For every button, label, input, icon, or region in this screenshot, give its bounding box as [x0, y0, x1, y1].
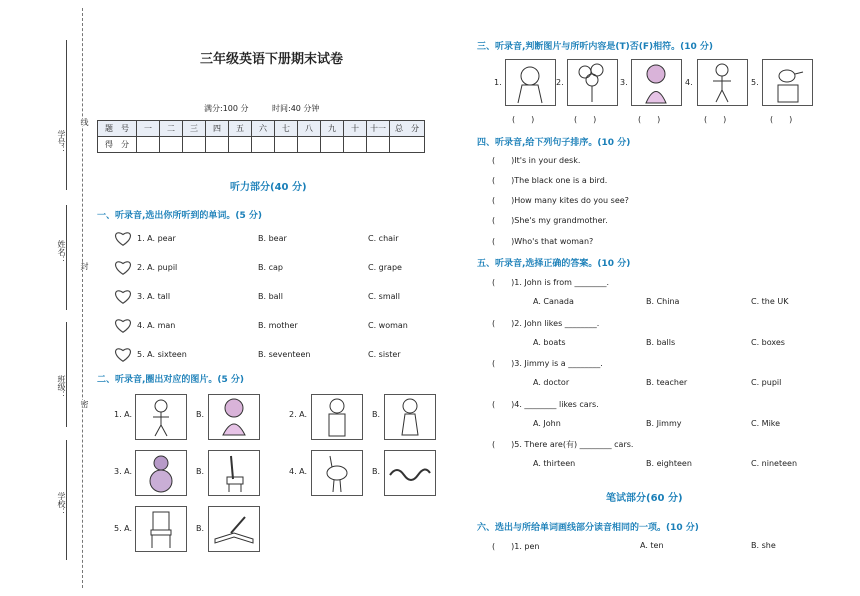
- person-picture[interactable]: [135, 394, 187, 440]
- score-table: [97, 120, 425, 153]
- score-cell[interactable]: [298, 137, 321, 153]
- score-header-cell: 三: [183, 121, 206, 137]
- binding-strip: [0, 0, 92, 596]
- option-b[interactable]: B. mother: [258, 321, 298, 330]
- score-cell[interactable]: [160, 137, 183, 153]
- man-picture[interactable]: [311, 394, 363, 440]
- boy-icon: [698, 60, 747, 105]
- girl-icon: [632, 60, 681, 105]
- option-a[interactable]: A. ten: [640, 541, 664, 550]
- score-header-cell: 一: [137, 121, 160, 137]
- question-number: 3. A.: [114, 467, 133, 476]
- list-item: [113, 258, 433, 276]
- score-header-cell: 九: [321, 121, 344, 137]
- woman-picture[interactable]: [384, 394, 436, 440]
- score-cell[interactable]: [390, 137, 425, 153]
- option-a[interactable]: 5. A. sixteen: [137, 350, 187, 359]
- option-b-label: B.: [372, 410, 381, 419]
- boy-picture[interactable]: [697, 59, 748, 106]
- score-cell[interactable]: [367, 137, 390, 153]
- score-table-score-row: [98, 137, 425, 153]
- score-row-label: 得 分: [98, 137, 137, 153]
- option-c[interactable]: C. small: [368, 292, 400, 301]
- answer-paren[interactable]: ( ): [492, 359, 515, 368]
- score-header-cell: 十一: [367, 121, 390, 137]
- book-picture[interactable]: [208, 506, 260, 552]
- section1-title: 一、听录音,选出你所听到的单词。(5 分): [97, 211, 263, 221]
- list-item: [113, 229, 433, 247]
- question: [492, 399, 599, 410]
- score-cell[interactable]: [321, 137, 344, 153]
- score-cell[interactable]: [206, 137, 229, 153]
- question-text: 1. pen: [514, 542, 540, 551]
- score-header-cell: 十: [344, 121, 367, 137]
- list-item: [113, 287, 433, 305]
- option-c[interactable]: C. grape: [368, 263, 402, 272]
- option-c[interactable]: C. pupil: [751, 378, 782, 387]
- list-item: [492, 155, 580, 166]
- sentence: How many kites do you see?: [514, 196, 629, 205]
- answer-paren[interactable]: ( ): [704, 115, 727, 124]
- option-a[interactable]: 2. A. pupil: [137, 263, 178, 272]
- answer-paren[interactable]: ( ): [492, 237, 515, 246]
- answer-paren[interactable]: ( ): [770, 115, 793, 124]
- question: [492, 439, 633, 450]
- school-label: 学校：: [57, 492, 66, 516]
- man-icon: [506, 60, 555, 105]
- option-c[interactable]: C. the UK: [751, 297, 789, 306]
- question-text: 4. ________ likes cars.: [514, 400, 599, 409]
- question: [492, 358, 603, 369]
- answer-paren[interactable]: ( ): [492, 196, 515, 205]
- question-number: 1.: [494, 78, 502, 87]
- list-item: [492, 236, 593, 247]
- girl-icon: [209, 395, 259, 439]
- page-title: 三年级英语下册期末试卷: [200, 52, 344, 67]
- option-b[interactable]: B. seventeen: [258, 350, 311, 359]
- option-c[interactable]: C. sister: [368, 350, 401, 359]
- balloons-icon: [568, 60, 617, 105]
- heart-icon[interactable]: [113, 231, 133, 247]
- girl-picture[interactable]: [208, 394, 260, 440]
- score-table-header-row: [98, 121, 425, 137]
- answer-paren[interactable]: ( ): [492, 440, 515, 449]
- heart-icon[interactable]: [113, 347, 133, 363]
- girl-picture[interactable]: [631, 59, 682, 106]
- section4-title: 四、听录音,给下列句子排序。(10 分): [477, 138, 631, 148]
- answer-paren[interactable]: ( ): [512, 115, 535, 124]
- option-b-label: B.: [196, 524, 205, 533]
- option-a[interactable]: A. doctor: [533, 378, 570, 387]
- bear-icon: [136, 451, 186, 495]
- snake-icon: [385, 451, 435, 495]
- option-b[interactable]: B. bear: [258, 234, 287, 243]
- score-cell[interactable]: [275, 137, 298, 153]
- option-b[interactable]: B. Jimmy: [646, 419, 682, 428]
- chair-icon: [136, 507, 186, 551]
- option-b[interactable]: B. teacher: [646, 378, 688, 387]
- answer-paren[interactable]: ( ): [492, 278, 515, 287]
- student-id-label: 学号：: [57, 130, 66, 154]
- answer-paren[interactable]: ( ): [492, 542, 515, 551]
- man-with-hat-picture[interactable]: [505, 59, 556, 106]
- option-b[interactable]: B. eighteen: [646, 459, 692, 468]
- question: [492, 277, 609, 288]
- student-id-line: [66, 40, 67, 190]
- answer-paren[interactable]: ( ): [574, 115, 597, 124]
- giraffe-icon: [209, 451, 259, 495]
- sentence: The black one is a bird.: [514, 176, 608, 185]
- score-header-cell: 七: [275, 121, 298, 137]
- snake-picture[interactable]: [384, 450, 436, 496]
- heart-icon[interactable]: [113, 318, 133, 334]
- score-header-cell: 六: [252, 121, 275, 137]
- answer-paren[interactable]: ( ): [492, 400, 515, 409]
- score-header-cell: 八: [298, 121, 321, 137]
- balloons-picture[interactable]: [567, 59, 618, 106]
- option-b[interactable]: B. cap: [258, 263, 283, 272]
- section2-title: 二、听录音,圈出对应的图片。(5 分): [97, 375, 245, 385]
- book-icon: [209, 507, 259, 551]
- answer-paren[interactable]: ( ): [492, 176, 515, 185]
- option-b[interactable]: B. she: [751, 541, 776, 550]
- option-b-label: B.: [372, 467, 381, 476]
- question-text: 5. There are(有) ________ cars.: [514, 440, 634, 449]
- bear-picture[interactable]: [135, 450, 187, 496]
- sentence: It's in your desk.: [514, 156, 581, 165]
- name-label: 姓名：: [57, 240, 66, 264]
- boy-icon: [136, 395, 186, 439]
- answer-paren[interactable]: ( ): [638, 115, 661, 124]
- question-number: 1. A.: [114, 410, 133, 419]
- option-a[interactable]: A. boats: [533, 338, 566, 347]
- question-number: 2. A.: [289, 410, 308, 419]
- option-c[interactable]: C. nineteen: [751, 459, 798, 468]
- score-cell[interactable]: [252, 137, 275, 153]
- option-a[interactable]: 1. A. pear: [137, 234, 176, 243]
- heart-icon[interactable]: [113, 289, 133, 305]
- option-a[interactable]: A. John: [533, 419, 561, 428]
- score-cell[interactable]: [344, 137, 367, 153]
- heart-icon[interactable]: [113, 260, 133, 276]
- writing-heading: 笔试部分(60 分): [606, 493, 683, 504]
- woman-icon: [385, 395, 435, 439]
- question: [492, 541, 540, 552]
- list-item: [492, 195, 629, 206]
- question-number: 5.: [751, 78, 759, 87]
- list-item: [492, 175, 607, 186]
- section5-title: 五、听录音,选择正确的答案。(10 分): [477, 259, 631, 269]
- question-number: 4. A.: [289, 467, 308, 476]
- option-a[interactable]: A. thirteen: [533, 459, 576, 468]
- sentence: She's my grandmother.: [514, 216, 608, 225]
- section3-title: 三、听录音,判断图片与所听内容是(T)否(F)相符。(10 分): [477, 42, 714, 52]
- ostrich-picture[interactable]: [311, 450, 363, 496]
- score-header-cell: 四: [206, 121, 229, 137]
- list-item: [492, 215, 608, 226]
- option-b[interactable]: B. balls: [646, 338, 676, 347]
- option-b-label: B.: [196, 410, 205, 419]
- question-number: 5. A.: [114, 524, 133, 533]
- option-c[interactable]: C. woman: [368, 321, 408, 330]
- mark-line: 线: [80, 118, 89, 126]
- listening-heading: 听力部分(40 分): [230, 182, 307, 193]
- section6-title: 六、选出与所给单词画线部分读音相同的一项。(10 分): [477, 523, 699, 533]
- score-cell[interactable]: [183, 137, 206, 153]
- class-label: 班级：: [57, 375, 66, 399]
- answer-paren[interactable]: ( ): [492, 319, 515, 328]
- question-text: 3. Jimmy is a ________.: [514, 359, 603, 368]
- chair-picture[interactable]: [135, 506, 187, 552]
- option-c[interactable]: C. chair: [368, 234, 399, 243]
- bird-box-picture[interactable]: [762, 59, 813, 106]
- question-number: 3.: [620, 78, 628, 87]
- mark-secret: 密: [80, 400, 89, 408]
- question-number: 2.: [556, 78, 564, 87]
- score-header-cell: 题 号: [98, 121, 137, 137]
- option-b[interactable]: B. China: [646, 297, 680, 306]
- question-number: 4.: [685, 78, 693, 87]
- list-item: [113, 316, 433, 334]
- answer-paren[interactable]: ( ): [492, 216, 515, 225]
- mark-seal: 封: [80, 262, 89, 270]
- giraffe-picture[interactable]: [208, 450, 260, 496]
- list-item: [113, 345, 433, 363]
- score-cell[interactable]: [229, 137, 252, 153]
- score-header-cell: 总 分: [390, 121, 425, 137]
- question-text: 1. John is from ________.: [514, 278, 609, 287]
- answer-paren[interactable]: ( ): [492, 156, 515, 165]
- score-header-cell: 二: [160, 121, 183, 137]
- bird-icon: [763, 60, 812, 105]
- question-text: 2. John likes ________.: [514, 319, 600, 328]
- option-b[interactable]: B. ball: [258, 292, 283, 301]
- sentence: Who's that woman?: [514, 237, 594, 246]
- score-info: 满分:100 分: [204, 104, 249, 113]
- option-a[interactable]: A. Canada: [533, 297, 574, 306]
- option-c[interactable]: C. Mike: [751, 419, 781, 428]
- option-b-label: B.: [196, 467, 205, 476]
- time-info: 时间:40 分钟: [272, 104, 320, 113]
- ostrich-icon: [312, 451, 362, 495]
- score-header-cell: 五: [229, 121, 252, 137]
- man-icon: [312, 395, 362, 439]
- option-a[interactable]: 4. A. man: [137, 321, 176, 330]
- question: [492, 318, 599, 329]
- score-cell[interactable]: [137, 137, 160, 153]
- dashed-cut-line: [82, 8, 83, 588]
- option-c[interactable]: C. boxes: [751, 338, 785, 347]
- option-a[interactable]: 3. A. tall: [137, 292, 171, 301]
